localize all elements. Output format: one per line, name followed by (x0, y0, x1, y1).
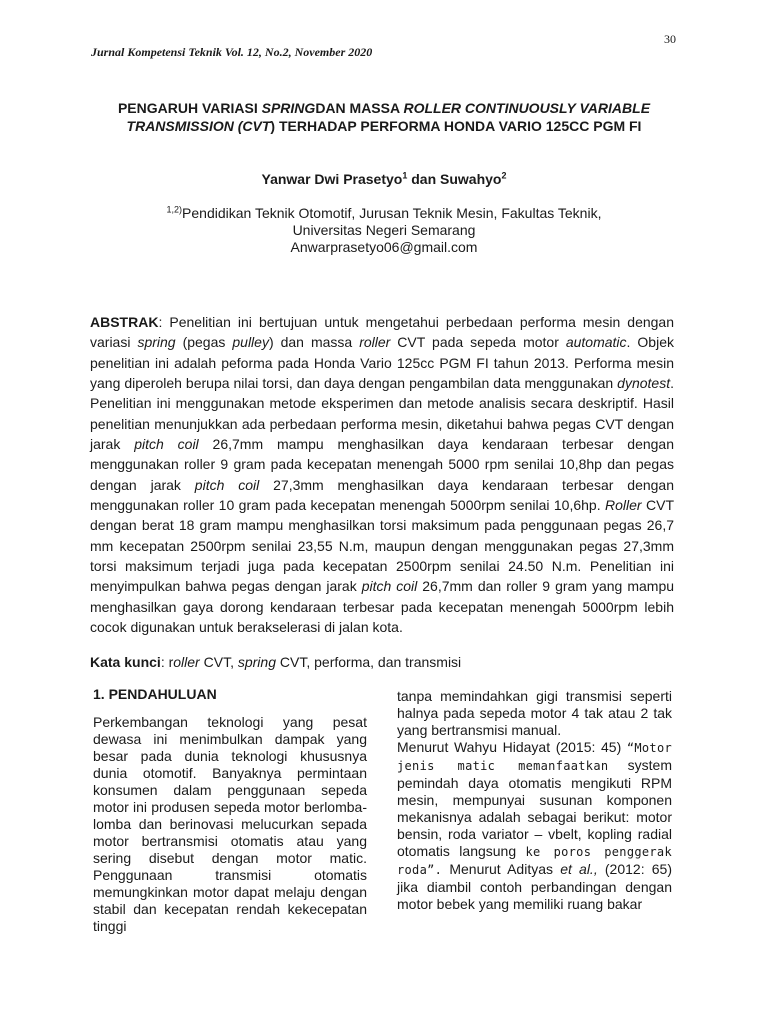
column-right (397, 688, 672, 913)
affiliation-sup: 1,2) (166, 204, 183, 215)
affiliation (100, 205, 668, 256)
title-part: ROLLER CONTINUOUSLY VARIABLE TRANSMISSION (CVT (126, 100, 651, 134)
author-2-sup: 2 (501, 170, 507, 181)
title-part: SPRING (261, 100, 316, 116)
paragraph: tanpa memindahkan gigi transmisi seperti halnya pada sepeda motor 4 tak atau 2 tak yang bertransmisi manual. (397, 688, 672, 738)
affiliation-line-2: Universitas Negeri Semarang (292, 222, 476, 238)
paper-title (100, 99, 668, 135)
abstract: ABSTRAK: Penelitian ini bertujuan untuk mengetahui perbedaan performa mesin dengan variasi spring (pegas pulley) dan massa roller CVT pada sepeda motor automatic. Objek penelitian ini adalah peforma pada Honda Vario 125cc PGM FI tahun 2013. Performa mesin yang diperoleh berupa nilai torsi, dan daya dengan pengambilan data menggunakan dynotest. Penelitian ini menggunakan metode eksperimen dan metode analisis secara deskriptif. Hasil penelitian menunjukkan ada perbedaan performa mesin, diketahui bahwa pegas CVT dengan jarak pitch coil 26,7mm mampu menghasilkan daya kendaraan terbesar dengan menggunakan roller 9 gram pada kecepatan menengah 5000 rpm senilai 10,8hp dan pegas dengan jarak pitch coil 27,3mm menghasilkan daya kendaraan terbesar dengan menggunakan roller 10 gram pada kecepatan menengah 5000rpm senilai 10,6hp. Roller CVT dengan berat 18 gram mampu menghasilkan torsi maksimum pada penggunaan pegas 26,7 mm kecepatan 2500rpm senilai 23,55 N.m, maupun dengan menggunakan pegas 27,3mm torsi maksimum terjadi juga pada kecepatan 2500rpm senilai 24.50 N.m. Penelitian ini menyimpulkan bahwa pegas dengan jarak pitch coil 26,7mm dan roller 9 gram yang mampu menghasilkan gaya dorong kendaraan terbesar pada kecepatan menengah 5000rpm lebih cocok digunakan untuk berakselerasi di jalan kota. (90, 314, 675, 636)
keywords: Kata kunci: roller CVT, spring CVT, performa, dan transmisi (90, 654, 462, 670)
authors (100, 171, 668, 187)
column-left (93, 714, 367, 935)
author-2: dan Suwahyo (407, 171, 502, 187)
affiliation-line-1: $^{1,2)}$Pendidikan Teknik Otomotif, Jurusan Teknik Mesin, Fakultas Teknik, (166, 204, 602, 221)
title-part: DAN MASSA (315, 100, 404, 116)
paragraph: Perkembangan teknologi yang pesat dewasa ini menimbulkan dampak yang besar pada dunia teknologi khususnya dunia otomotif. Banyaknya permintaan konsumen dalam penggunaan sepeda motor ini produsen sepeda motor berlomba-lomba dan berinovasi melucurkan sepada motor bertransmisi otomatis atau yang sering disebut dengan motor matic. Penggunaan transmisi otomatis memungkinkan motor dapat melaju dengan stabil dan kecepatan rendah kekecepatan tinggi (93, 714, 367, 934)
keywords-label: Kata kunci (90, 654, 161, 670)
abstract-label: ABSTRAK (90, 314, 159, 330)
author-1: Yanwar Dwi Prasetyo (261, 171, 403, 187)
email: Anwarprasetyo06@gmail.com (290, 239, 478, 255)
title-part: PENGARUH VARIASI (117, 100, 262, 116)
page-number: 30 (664, 32, 676, 46)
paragraph: Menurut Wahyu Hidayat (2015: 45) “Motor jenis matic memanfaatkan system pemindah daya otomatis mengikuti RPM mesin, mempunyai susunan komponen mekanisnya adalah sebagai berikut: motor bensin, roda variator – vbelt, kopling radial otomatis langsung ke poros penggerak roda”. Menurut Adityas et al., (2012: 65) jika diambil contoh perbandingan dengan motor bebek yang memiliki ruang bakar (397, 739, 672, 912)
section-heading: 1. PENDAHULUAN (93, 686, 217, 702)
title-part: ) TERHADAP PERFORMA HONDA VARIO 125CC PGM FI (270, 118, 642, 134)
journal-header: Jurnal Kompetensi Teknik Vol. 12, No.2, November 2020 (91, 45, 373, 59)
author-1-sup: 1 (402, 170, 408, 181)
